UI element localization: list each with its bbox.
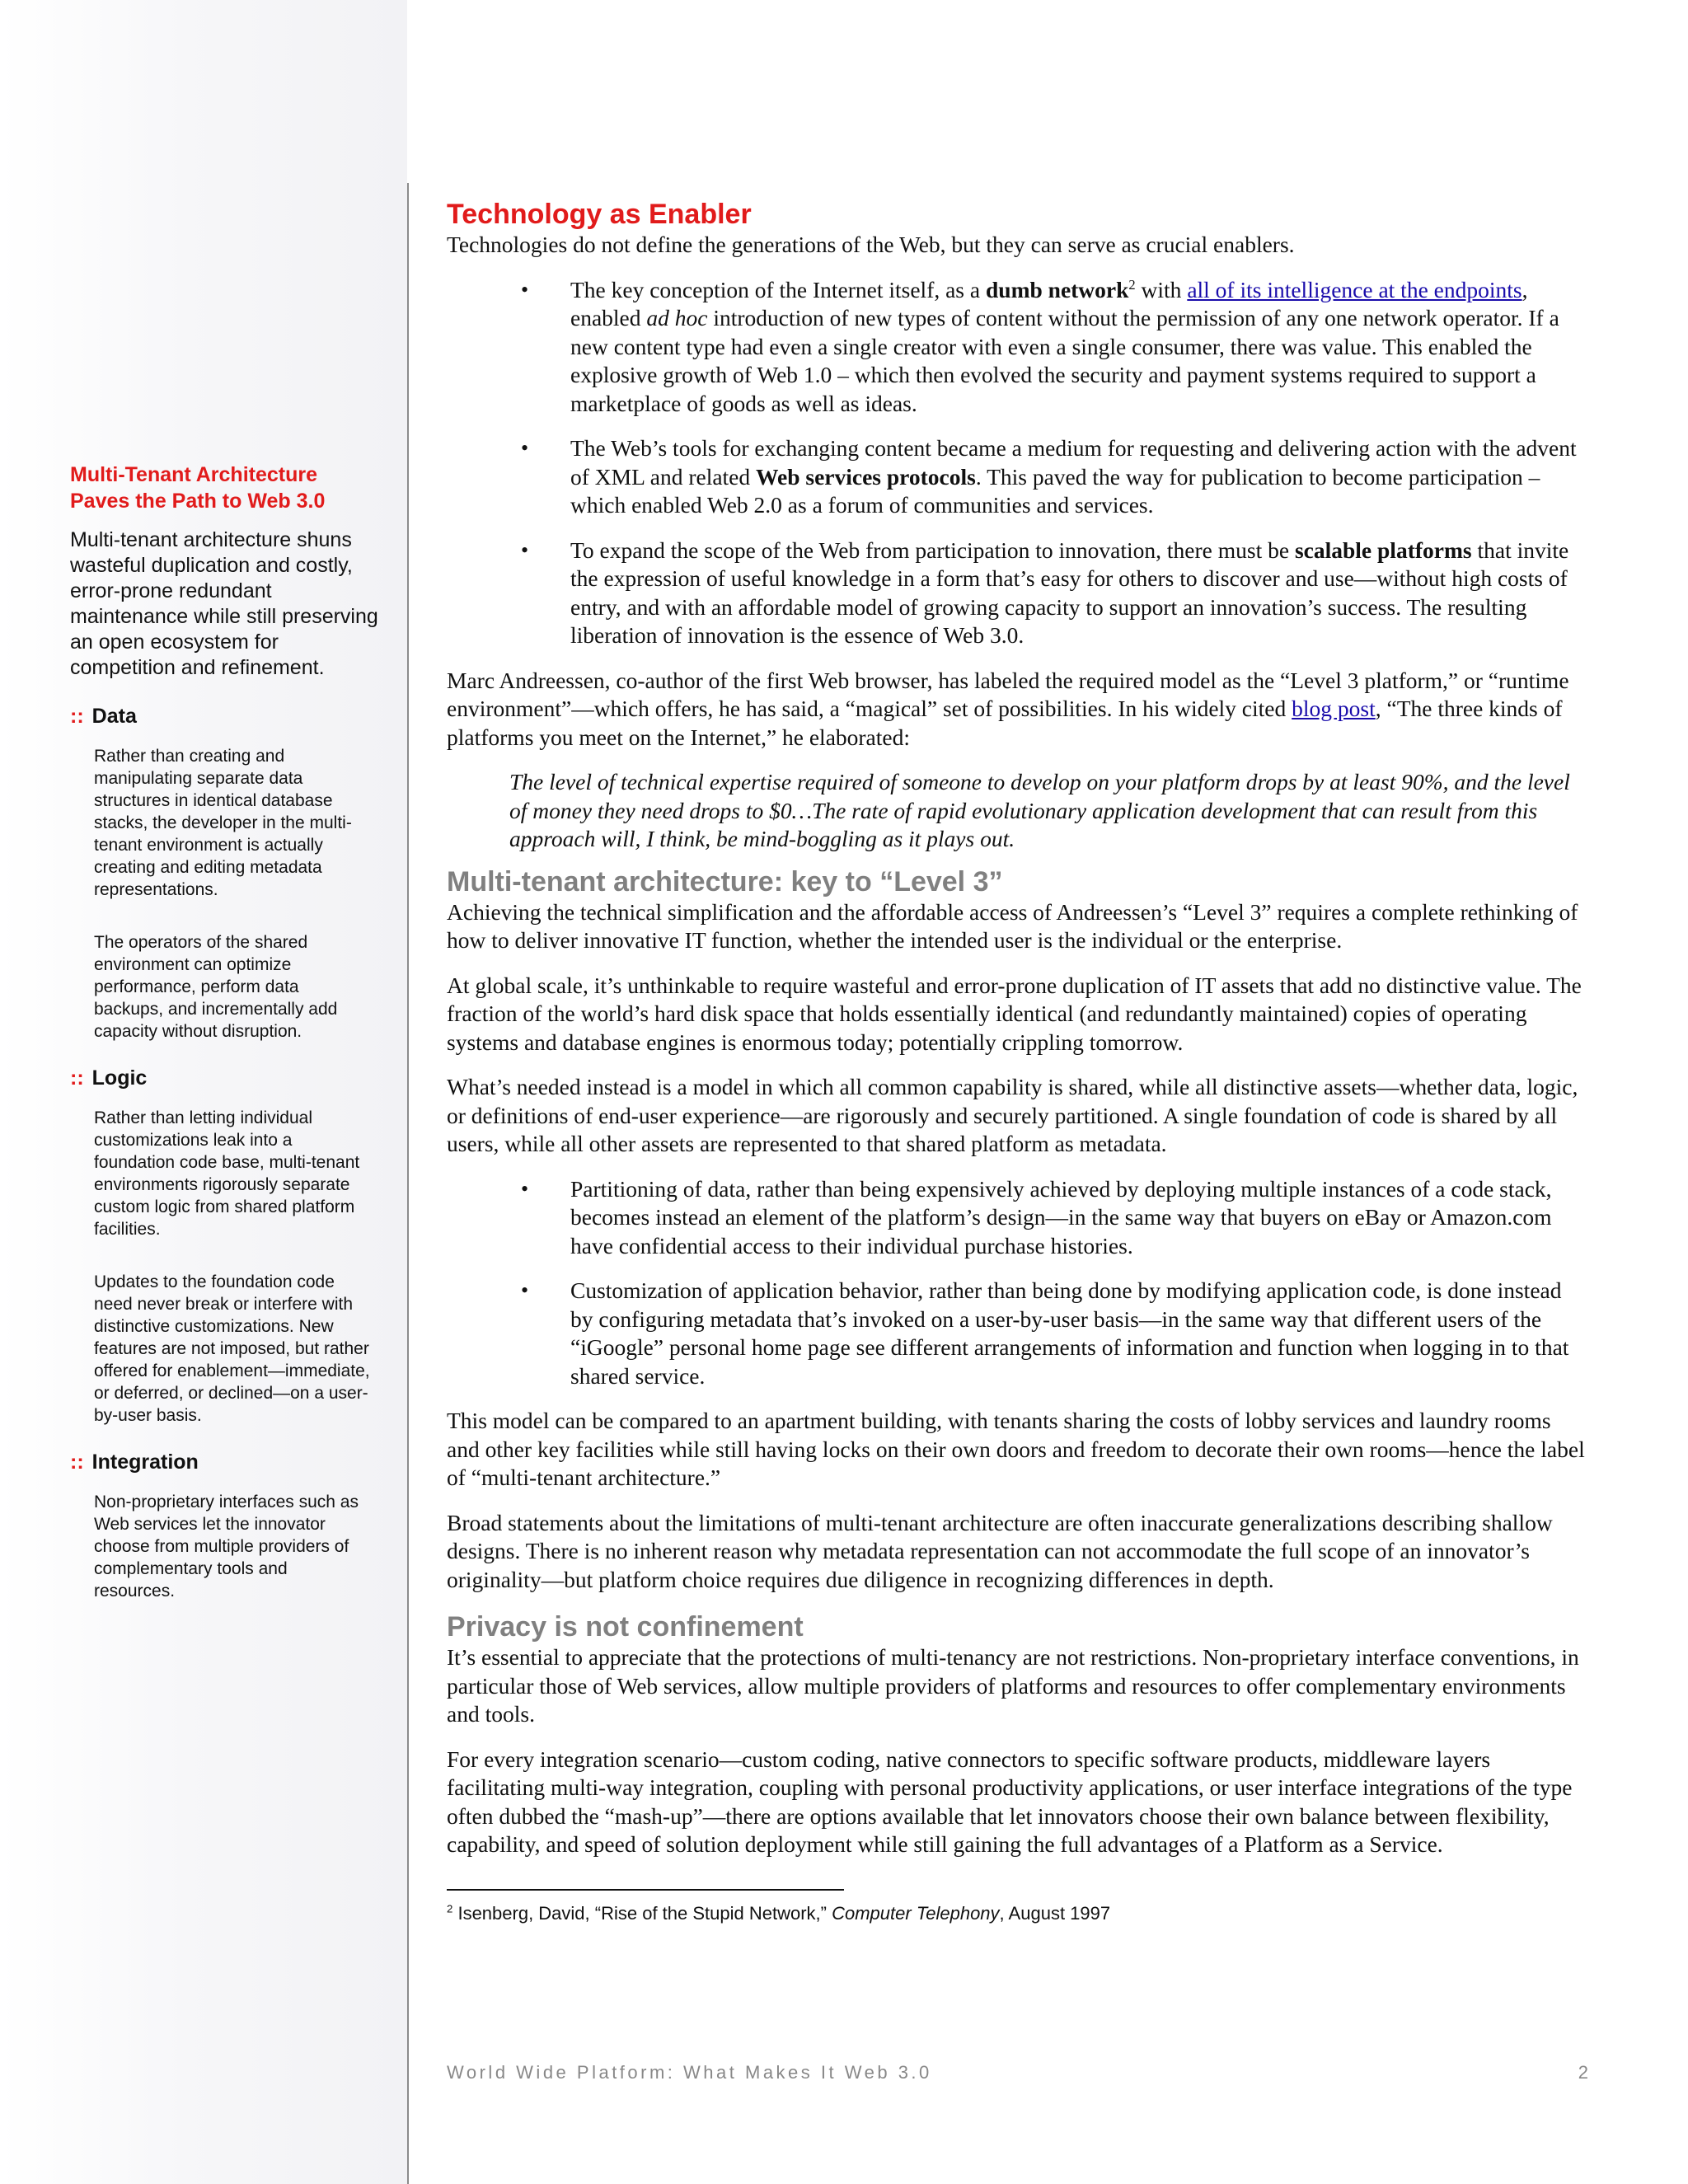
sidebar-heading <box>70 1066 383 1090</box>
text-run: introduction of new types of content without the permission of any one network operator. If a new content type had even a single creator with even a single consumer, there was value. This enabled the explosive growth of Web 1.0 – which then evolved the security and payment systems required to support a marketplace of goods as well as ideas. <box>570 305 1559 416</box>
sidebar-section-logic <box>70 1066 383 1427</box>
footnote-italic: Computer Telephony <box>832 1902 1000 1924</box>
paragraph-apartment: This model can be compared to an apartment building, with tenants sharing the costs of lobby services and laundry rooms and other key facilities while still having locks on their own doors and freedom to decorate their own rooms—hence the label of “multi-tenant architecture.” <box>447 1408 1585 1490</box>
paragraph-broad-statements: Broad statements about the limitations of multi-tenant architecture are often inaccurate generalizations describing shallow designs. There is no inherent reason why metadata representation can not accommodate the full scope of an innovator’s originality—but platform choice requires due diligence in recognizing differences in depth. <box>447 1509 1553 1592</box>
partition-bullet-list <box>447 1175 1588 1391</box>
list-item <box>447 537 1588 650</box>
footnote-number: 2 <box>447 1902 453 1915</box>
sidebar-title-line1: Multi-Tenant Architecture <box>70 463 318 486</box>
footnote-rule <box>447 1889 844 1891</box>
sidebar-section-data <box>70 704 383 1043</box>
text-run: To expand the scope of the Web from participation to innovation, there must be <box>570 537 1295 563</box>
intro-paragraph: Technologies do not define the generations of the Web, but they can serve as crucial enablers. <box>447 232 1295 257</box>
footer-title: World Wide Platform: What Makes It Web 3.0 <box>447 2062 932 2083</box>
list-item <box>447 1175 1588 1261</box>
paragraph-needed: What’s needed instead is a model in which all common capability is shared, while all distinctive assets—whether data, logic, or definitions of end-user experience—are rigorously and securely partitioned. A single foundation of code is shared by all users, while all other assets are represented to that shared platform as metadata. <box>447 1074 1578 1156</box>
section-marker: :: <box>70 1066 84 1090</box>
heading-technology-as-enabler: Technology as Enabler <box>447 199 752 230</box>
andreessen-quote: The level of technical expertise required of someone to develop on your platform drops by at least 90%, and the level of money they need drops to $0…The rate of rapid evolutionary application development that can result from this approach will, I think, be mind-boggling as it plays out. <box>509 769 1570 851</box>
text-run: The Web’s tools for exchanging content became a medium for requesting and delivering action with the advent of XML and related <box>570 435 1577 490</box>
italic-ad-hoc: ad hoc <box>646 305 708 330</box>
bullet-icon: • <box>521 537 529 562</box>
column-divider <box>407 183 409 2184</box>
paragraph-global-scale: At global scale, it’s unthinkable to require wasteful and error-prone duplication of IT assets that add no distinctive value. The fraction of the world’s hard disk space that holds essentially identical (and redundantly maintained) copies of operating systems and database engines is enormous today; potentially crippling tomorrow. <box>447 972 1582 1055</box>
sidebar-paragraph: Rather than letting individual customizations leak into a foundation code base, multi-tenant environments rigorously separate custom logic from shared platform facilities. <box>94 1108 360 1239</box>
text-run: , “The three kinds of platforms you meet on the Internet,” he elaborated: <box>447 696 1563 750</box>
text-run: that invite the expression of useful knowledge in a form that’s easy for others to discover and use—without high costs of entry, and with an affordable model of growing capacity to support an innovation’s success. The resulting liberation of innovation is the essence of Web 3.0. <box>570 537 1569 648</box>
andreessen-paragraph <box>447 667 1588 752</box>
text-run: Customization of application behavior, rather than being done by modifying application code, is done instead by configuring metadata that’s invoked on a user-by-user basis—in the same way that different users of the “iGoogle” personal home page see different arrangements of information and function when logging in to that shared service. <box>570 1277 1569 1389</box>
section-marker: :: <box>70 1451 84 1474</box>
bullet-icon: • <box>521 436 529 460</box>
blog-post-link[interactable]: blog post <box>1292 696 1376 721</box>
heading-multi-tenant: Multi-tenant architecture: key to “Level 3” <box>447 865 1003 898</box>
bold-dumb-network: dumb network <box>985 276 1129 302</box>
footnote <box>447 1902 1588 1925</box>
sidebar-title-line2: Paves the Path to Web 3.0 <box>70 490 326 513</box>
enabler-bullet-list <box>447 276 1588 650</box>
sidebar-title <box>70 462 383 514</box>
paragraph-achieving: Achieving the technical simplification and the affordable access of Andreessen’s “Level 3” requires a complete rethinking of how to deliver innovative IT function, whether the intended user is the individual or the enterprise. <box>447 898 1578 953</box>
intelligence-endpoints-link[interactable]: all of its intelligence at the endpoints <box>1187 276 1522 302</box>
bullet-icon: • <box>521 277 529 302</box>
text-run: Isenberg, David, “Rise of the Stupid Network,” <box>452 1902 832 1924</box>
sidebar <box>70 462 383 1602</box>
text-run: with <box>1135 276 1188 302</box>
sidebar-lead: Multi-tenant architecture shuns wasteful duplication and costly, error-prone redundant maintenance while still preserving an open ecosystem for competition and refinement. <box>70 528 378 679</box>
sidebar-heading-data: Data <box>91 705 137 728</box>
list-item <box>447 276 1588 419</box>
list-item <box>447 434 1588 520</box>
text-run: . This paved the way for publication to become participation – which enabled Web 2.0 as a forum of communities and services. <box>570 463 1540 518</box>
sidebar-paragraph: Rather than creating and manipulating separate data structures in identical database stacks, the developer in the multi-tenant environment is actually creating and editing metadata representations. <box>94 747 352 899</box>
bullet-icon: • <box>521 1176 529 1201</box>
main-content <box>447 198 1588 1925</box>
footnote-ref[interactable]: 2 <box>1128 276 1136 293</box>
section-marker: :: <box>70 705 84 728</box>
sidebar-section-integration <box>70 1450 383 1602</box>
list-item <box>447 1277 1588 1390</box>
text-run: The key conception of the Internet itself, as a <box>570 276 986 302</box>
sidebar-paragraph: The operators of the shared environment can optimize performance, perform data backups, and incrementally add capacity without disruption. <box>94 933 338 1041</box>
bullet-icon: • <box>521 1278 529 1302</box>
heading-privacy: Privacy is not confinement <box>447 1611 804 1643</box>
text-run: , August 1997 <box>999 1902 1111 1924</box>
sidebar-heading <box>70 704 383 729</box>
paragraph-essential: It’s essential to appreciate that the protections of multi-tenancy are not restrictions. Non-proprietary interface conventions, in particular those of Web services, allow multiple providers of platforms and resources to offer complementary environments and tools. <box>447 1644 1579 1727</box>
paragraph-every-integration: For every integration scenario—custom coding, native connectors to specific software products, middleware layers facilitating multi-way integration, coupling with personal productivity applications, or user interface integrations of the type often dubbed the “mash-up”—there are options available that let innovators choose their own balance between flexibility, capability, and speed of solution deployment while still gaining the full advantages of a Platform as a Service. <box>447 1746 1573 1857</box>
text-run: Partitioning of data, rather than being expensively achieved by deploying multiple instances of a code stack, becomes instead an element of the platform’s design—in the same way that buyers on eBay or Amazon.com have confidential access to their individual purchase histories. <box>570 1175 1552 1258</box>
text-run: , enabled <box>570 276 1528 330</box>
bold-scalable-platforms: scalable platforms <box>1294 537 1472 563</box>
sidebar-heading-logic: Logic <box>91 1066 148 1090</box>
sidebar-paragraph: Updates to the foundation code need never break or interfere with distinctive customizations. New features are not imposed, but rather offered for enablement—immediate, or deferred, or declined—on a user-by-user basis. <box>94 1272 370 1425</box>
text-run: Marc Andreessen, co-author of the first Web browser, has labeled the required model as the “Level 3 platform,” or “runtime environment”—which offers, he has said, a “magical” set of possibilities. In his widely cited <box>447 667 1569 721</box>
bold-web-services: Web services protocols <box>756 463 976 490</box>
sidebar-heading-integration: Integration <box>91 1451 199 1474</box>
sidebar-paragraph: Non-proprietary interfaces such as Web services let the innovator choose from multiple providers of complementary tools and resources. <box>94 1493 359 1601</box>
page-number: 2 <box>1578 2062 1588 2083</box>
sidebar-heading <box>70 1450 383 1474</box>
page-footer <box>447 2062 1588 2083</box>
